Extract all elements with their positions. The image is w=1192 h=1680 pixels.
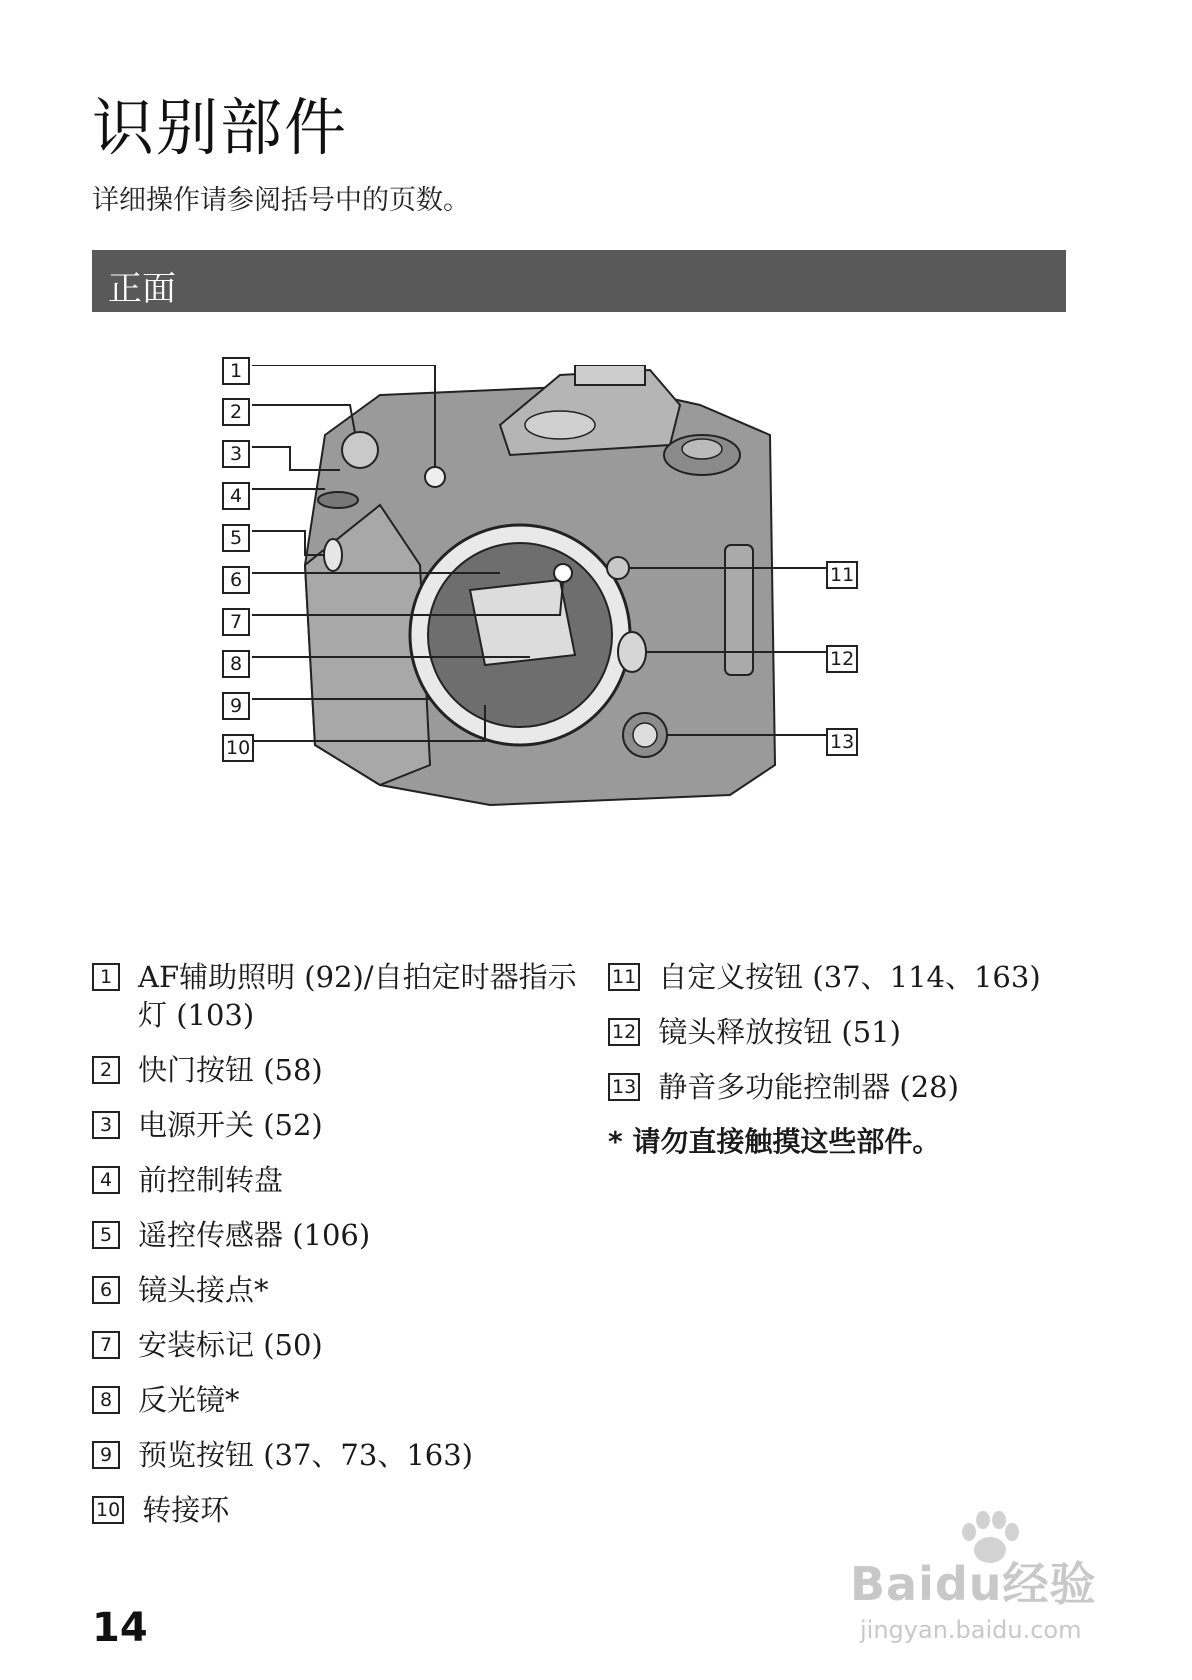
watermark-brand: Baidu经验	[850, 1557, 1097, 1611]
page-subtitle: 详细操作请参阅括号中的页数。	[92, 185, 470, 216]
item-number: 9	[92, 1441, 120, 1469]
list-item	[92, 958, 592, 1034]
callout-3: 3	[222, 435, 268, 468]
list-item	[608, 1068, 1068, 1106]
speaker-grill	[525, 411, 595, 439]
item-text: 电源开关 (52)	[138, 1108, 323, 1142]
callout-1: 1	[222, 352, 268, 385]
camera-front-diagram	[230, 365, 930, 835]
item-number: 7	[92, 1331, 120, 1359]
item-text: 自定义按钮 (37、114、163)	[658, 960, 1041, 994]
watermark-url: jingyan.baidu.com	[860, 1616, 1082, 1644]
warning-note: * 请勿直接触摸这些部件。	[608, 1125, 941, 1158]
list-item	[92, 1381, 592, 1419]
item-number: 3	[92, 1111, 120, 1139]
item-number: 8	[92, 1386, 120, 1414]
item-number: 12	[608, 1018, 640, 1046]
item-text: 遥控传感器 (106)	[138, 1218, 371, 1252]
callout-6: 6	[222, 561, 268, 594]
section-title: 正面	[108, 269, 176, 309]
item-number: 11	[608, 963, 640, 991]
callout-4: 4	[222, 477, 268, 510]
item-text: AF辅助照明 (92)/自拍定时器指示灯 (103)	[138, 960, 577, 1032]
custom-button-shape	[607, 557, 629, 579]
list-item	[92, 1491, 592, 1529]
callout-2: 2	[222, 393, 268, 426]
item-text: 预览按钮 (37、73、163)	[138, 1438, 474, 1472]
front-dial-shape	[318, 492, 358, 508]
list-item	[92, 1051, 592, 1089]
item-text: 反光镜*	[138, 1383, 240, 1417]
page-number: 14	[92, 1605, 148, 1651]
item-number: 6	[92, 1276, 120, 1304]
item-number: 5	[92, 1221, 120, 1249]
list-item	[608, 1013, 1068, 1051]
item-text: 静音多功能控制器 (28)	[658, 1070, 959, 1104]
af-illuminator-shape	[425, 467, 445, 487]
list-item	[92, 1436, 592, 1474]
list-item	[92, 1326, 592, 1364]
callout-7: 7	[222, 603, 268, 636]
parts-list-left	[92, 958, 592, 1546]
section-header	[92, 250, 1066, 312]
item-number: 1	[92, 963, 120, 991]
item-number: 2	[92, 1056, 120, 1084]
list-item	[608, 958, 1068, 996]
item-number: 4	[92, 1166, 120, 1194]
item-text: 镜头接点*	[138, 1273, 269, 1307]
callout-5: 5	[222, 519, 268, 552]
callout-8: 8	[222, 645, 268, 678]
item-text: 快门按钮 (58)	[138, 1053, 323, 1087]
lens-release-shape	[618, 632, 646, 672]
item-text: 转接环	[142, 1493, 230, 1527]
remote-sensor-shape	[324, 539, 342, 571]
list-item	[92, 1106, 592, 1144]
shutter-button-shape	[342, 432, 378, 468]
callout-9: 9	[222, 687, 268, 720]
list-item	[92, 1216, 592, 1254]
parts-list-right	[608, 958, 1068, 1161]
watermark	[850, 1508, 1135, 1658]
callout-11: 11	[826, 556, 876, 589]
page-title: 识别部件	[92, 91, 349, 164]
item-text: 前控制转盘	[138, 1163, 284, 1197]
callout-10: 10	[222, 729, 272, 762]
callout-13: 13	[826, 723, 876, 756]
mirror-shape	[470, 580, 575, 665]
item-number: 13	[608, 1073, 640, 1101]
item-text: 安装标记 (50)	[138, 1328, 323, 1362]
list-item	[92, 1271, 592, 1309]
list-item	[92, 1161, 592, 1199]
mount-index-shape	[554, 564, 572, 582]
item-number: 10	[92, 1496, 124, 1524]
hot-shoe	[575, 365, 645, 385]
callout-12: 12	[826, 640, 876, 673]
item-text: 镜头释放按钮 (51)	[658, 1015, 901, 1049]
